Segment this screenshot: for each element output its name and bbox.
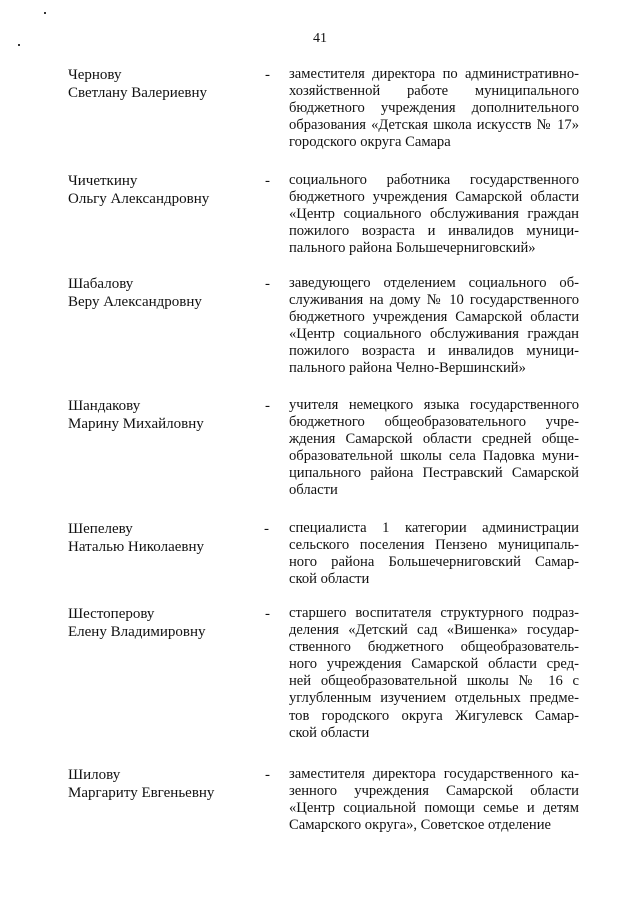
description-line: углубленным изучением отдельных предме- [289,690,579,707]
description-line: ней общеобразовательной школы № 16 с [289,673,579,690]
description-line: области [289,482,338,499]
position-description [289,275,579,378]
person-name [68,275,258,311]
description-line: ской области [289,724,370,741]
description-line: социального работника государственного [289,172,579,188]
position-description [289,172,579,257]
scan-speck [44,12,46,14]
given-names: Елену Владимировну [68,624,206,640]
position-description [289,605,579,742]
description-line: пального района Челно-Вершинский» [289,360,526,377]
description-line: сельского поселения Пензено муниципаль- [289,537,579,554]
dash-separator: - [265,173,270,189]
given-names: Веру Александровну [68,294,202,310]
description-line: пожилого возраста и инвалидов муници- [289,343,579,360]
surname: Шестоперову [68,606,155,622]
surname: Шабалову [68,276,134,292]
description-line: городского округа Самара [289,134,451,151]
surname: Шандакову [68,398,141,414]
description-line: хозяйственной работе муниципального [289,83,579,100]
description-line: образования «Детская школа искусств № 17» [289,117,579,134]
dash-separator: - [264,521,269,537]
page-number: 41 [313,31,327,46]
dash-separator: - [265,767,270,783]
person-name [68,766,258,802]
description-line: ного района Большечерниговский Самар- [289,554,579,571]
given-names: Маргариту Евгеньевну [68,785,215,801]
description-line: ской области [289,571,370,588]
description-line: пального района Большечерниговский» [289,240,536,257]
given-names: Светлану Валериевну [68,85,207,101]
description-line: учителя немецкого языка государственного [289,397,579,413]
description-line: заместителя директора государственного ка- [289,766,579,782]
description-line: зенного учреждения Самарской области [289,783,579,800]
description-line: ного учреждения Самарской области сред- [289,656,579,673]
given-names: Ольгу Александровну [68,191,210,207]
description-line: ципального района Пестравский Самарской [289,465,579,482]
description-line: образовательной школы села Падовка муни- [289,448,579,465]
person-name [68,520,258,556]
surname: Чернову [68,67,122,83]
description-line: «Центр социального обслуживания граждан [289,326,579,343]
description-line: «Центр социального обслуживания граждан [289,206,579,223]
dash-separator: - [265,606,270,622]
description-line: тов городского округа Жигулевск Самар- [289,707,579,724]
description-line: бюджетного общеобразовательного учре- [289,414,579,431]
position-description [289,520,579,588]
given-names: Марину Михайловну [68,416,204,432]
position-description [289,397,579,500]
description-line: деления «Детский сад «Вишенка» государ- [289,622,579,639]
description-line: бюджетного учреждения дополнительного [289,100,579,117]
description-line: бюджетного учреждения Самарской области [289,189,579,206]
surname: Чичеткину [68,173,138,189]
given-names: Наталью Николаевну [68,539,205,555]
surname: Шилову [68,767,121,783]
description-line: специалиста 1 категории администрации [289,520,579,536]
position-description [289,766,579,834]
description-line: «Центр социальной помощи семье и детям [289,800,579,817]
surname: Шепелеву [68,521,133,537]
person-name [68,397,258,433]
person-name [68,605,258,641]
description-line: Самарского округа», Советское отделение [289,817,552,834]
description-line: ждения Самарской области средней обще- [289,431,579,448]
dash-separator: - [265,276,270,292]
description-line: заместителя директора по административно- [289,66,579,82]
description-line: ственного бюджетного общеобразователь- [289,639,579,656]
description-line: бюджетного учреждения Самарской области [289,309,579,326]
description-line: заведующего отделением социального об- [289,275,579,291]
position-description [289,66,579,151]
description-line: старшего воспитателя структурного подраз- [289,605,579,621]
person-name [68,66,258,102]
person-name [68,172,258,208]
scan-speck [18,44,20,46]
description-line: пожилого возраста и инвалидов муници- [289,223,579,240]
dash-separator: - [265,67,270,83]
dash-separator: - [265,398,270,414]
description-line: служивания на дому № 10 государственного [289,292,579,309]
